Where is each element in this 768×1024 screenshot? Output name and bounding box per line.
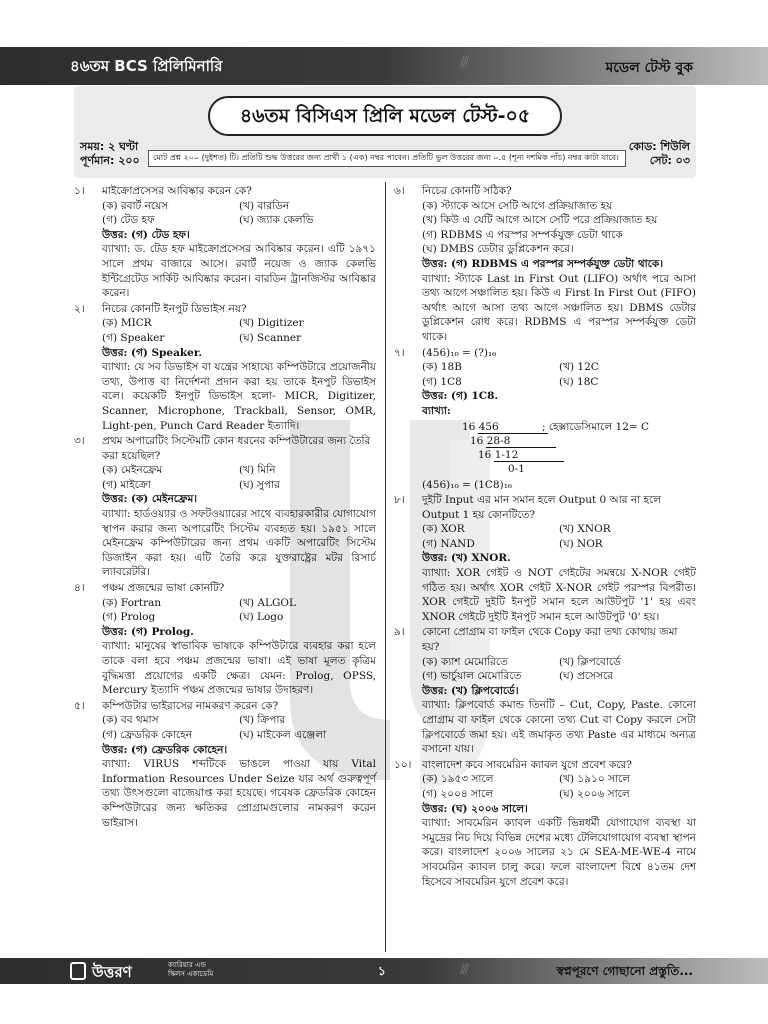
division-note: ; হেক্সাডেসিমালে 12= C: [542, 420, 650, 433]
conversion-result: (456)₁₀ = (1C8)₁₆: [422, 478, 513, 491]
question-1: [74, 184, 376, 301]
answer: উত্তর: (গ) 1C8.: [422, 390, 499, 403]
division-calculation: [422, 420, 696, 478]
option-c: (গ) Prolog: [102, 611, 156, 624]
option-a: (ক) মেইনফ্রেম: [102, 464, 163, 477]
question-number: ৭।: [394, 346, 405, 359]
option-d: (ঘ) 18C: [559, 375, 599, 388]
option-a: (ক) XOR: [422, 523, 465, 536]
question-text: পঞ্চম প্রজন্মের ভাষা কোনটি?: [102, 582, 225, 595]
question-number: ২।: [74, 302, 85, 315]
question-number: ৬।: [394, 185, 405, 197]
header-left-title: ৪৬তম BCS প্রিলিমিনারি: [70, 57, 223, 75]
question-text: (456)₁₀ = (?)₁₆: [422, 346, 497, 359]
question-number: ৪।: [74, 582, 85, 595]
answer: উত্তর: (খ) XNOR.: [422, 552, 511, 565]
explanation: ব্যাখ্যা: হার্ডওয়্যার ও সফটওয়্যারের সাথে ব্যবহারকারীর যোগাযোগ স্থাপন করার জন্য অপারেটিং সিস্টেম ব্যবহৃত হয়। ১৯৫১ সালে মেইনফ্রেম কম্পিউটারের জন্য প্রথম একটি অপারেটিং সিস্টেম ডিজাইন করা হয়। এটি তৈরি করে যুক্তরাষ্ট্রের মটর রিসার্চ ল্যাবরেটরি।: [102, 508, 376, 579]
explanation: ব্যাখ্যা: স্ট্যাকে Last in First Out (LIFO) অর্থাৎ পরে আসা তথ্য আগে সঞ্চালিত হয়। কিউ এ First In First Out (FIFO) অর্থাৎ আগে আসা তথ্য আগে সঞ্চালিত হয়। DBMS ডেটার ডুপ্লিকেশন রোধ করে। RDBMS এ পরস্পর সম্পর্কযুক্ত ডেটা থাকে।: [422, 272, 696, 343]
option-d: (ঘ) সুপার: [239, 478, 280, 491]
answer: উত্তর: (গ) Speaker.: [102, 346, 203, 359]
division-row-4: 0-1: [508, 462, 525, 475]
question-2: [74, 302, 376, 433]
division-row-2: 16 28-8: [470, 434, 511, 447]
option-b: (খ) ক্রিপার: [239, 714, 286, 727]
test-meta-right: [629, 140, 690, 168]
question-number: ৮।: [394, 494, 405, 507]
option-c: (গ) 1C8: [422, 375, 462, 388]
right-column: [394, 184, 696, 890]
explanation: ব্যাখ্যা: যে সব ডিভাইস বা যন্ত্রের সাহায্যে কম্পিউটারে প্রয়োজনীয় তথ্য, উপাত্ত বা নির্দেশনা প্রদান করা হয় তাকে ইনপুট ডিভাইস বলে। কয়েকটি ইনপুট ডিভাইস হলো- MICR, Digitizer, Scanner, Microphone, Trackball, Sensor, OMR, Light-pen, Punch Card Reader ইত্যাদি।: [102, 361, 376, 432]
option-d: (ঘ) DMBS ডেটার ডুপ্লিকেশন করে।: [422, 243, 574, 256]
logo-mark-icon: [70, 962, 86, 980]
option-a: (ক) স্ট্যাকে আসে সেটি আগে প্রক্রিয়াজাত হয়: [422, 199, 613, 212]
option-c: (গ) ভার্চুয়াল মেমোরিতে: [422, 670, 522, 683]
explanation-label: ব্যাখ্যা:: [422, 404, 451, 417]
option-c: (গ) NAND: [422, 537, 475, 550]
question-text: নিচের কোনটি ইনপুট ডিভাইস নয়?: [102, 302, 247, 315]
option-b: (খ) ক্লিপবোর্ডে: [559, 655, 621, 668]
question-10: [394, 758, 696, 889]
option-a: (ক) Fortran: [102, 596, 162, 609]
option-a: (ক) ১৯৫৩ সালে: [422, 773, 494, 786]
answer: উত্তর: (গ) ফ্রেডরিক কোহেন।: [102, 743, 228, 756]
option-c: (গ) Speaker: [102, 331, 165, 344]
question-number: ১০।: [394, 758, 412, 771]
answer: উত্তর: (গ) Prolog.: [102, 625, 194, 638]
division-row-3: 16 1-12: [478, 448, 519, 461]
footer-marks: ///: [460, 962, 468, 977]
option-d: (ঘ) Scanner: [239, 331, 302, 344]
option-c: (গ) ২০০৪ সালে: [422, 787, 494, 800]
instruction-text: মোট প্রশ্ন ২০০ (দুইশত) টি। প্রতিটি শুদ্ধ উত্তরের জন্য প্রার্থী ১ (এক) নম্বর পাবেন। প্রতিটি ভুল উত্তরের জন্য ০.৫ (শূন্য দশমিক পাঁচ) নম্বর কাটা যাবে।: [148, 150, 626, 167]
answer: উত্তর: (ঘ) ২০০৬ সালে।: [422, 802, 528, 815]
option-d: (ঘ) Logo: [239, 611, 284, 624]
option-b: (খ) 12C: [559, 361, 599, 374]
question-text: বাংলাদেশ কবে সাবমেরিন ক্যাবল যুগে প্রবেশ করে?: [422, 758, 632, 771]
question-text: প্রথম অপারেটিং সিস্টেমটি কোন ধরনের কম্পিউটারের জন্য তৈরি করা হয়েছিল?: [102, 435, 371, 462]
option-b: (খ) মিনি: [239, 464, 276, 477]
explanation: ব্যাখ্যা: XOR গেইট ও NOT গেইটের সমন্বয়ে X-NOR গেইট গঠিত হয়। অর্থাৎ XOR গেইট X-NOR গেইট পরস্পর বিপরীত। XOR গেইটে দুইটি ইনপুট সমান হলে আউটপুট '1' হয় এবং XNOR গেইটে দুইটি ইনপুট সমান হলে আউটপুট '0' হয়।: [422, 567, 696, 623]
set-label: সেট: ০৩: [649, 154, 690, 167]
option-d: (ঘ) মাইকেল এঞ্জেলা: [239, 728, 327, 741]
option-c: (গ) টেড হফ: [102, 214, 155, 227]
explanation: ব্যাখ্যা: মানুষের স্বাভাবিক ভাষাকে কম্পিউটারে ব্যবহার করা হলে তাকে বলা হবে পঞ্চম প্রজন্মের ভাষা। এই ভাষা মূলত কৃত্রিম বুদ্ধিমত্তা প্রয়োগের একটি ক্ষেত্র। যেমন: Prolog, OPSS, Mercury ইত্যাদি পঞ্চম প্রজন্মের ভাষার উদাহরণ।: [102, 640, 376, 697]
option-b: (খ) কিউ এ যেটি আগে আসে সেটি পরে প্রক্রিয়াজাত হয়: [422, 214, 658, 227]
option-b: (খ) ALGOL: [239, 596, 296, 609]
option-a: (ক) রবার্ট নয়েস: [102, 199, 169, 212]
answer: উত্তর: (গ) RDBMS এ পরস্পর সম্পর্কযুক্ত ডেটা থাকে।: [422, 257, 663, 270]
footer-logo: [70, 961, 132, 986]
left-column: [74, 184, 376, 831]
question-text: নিচের কোনটি সঠিক?: [422, 185, 512, 197]
header-right-title: মডেল টেস্ট বুক: [605, 60, 693, 76]
question-number: ১।: [74, 185, 85, 197]
option-a: (ক) বব থমাস: [102, 714, 159, 727]
code-label: কোড: শিউলি: [628, 140, 690, 153]
option-d: (ঘ) NOR: [559, 537, 603, 550]
subtitle-line-2: স্কিলস একাডেমি: [168, 970, 214, 978]
question-number: ৩।: [74, 435, 85, 448]
question-4: [74, 581, 376, 698]
answer: উত্তর: (খ) ক্লিপবোর্ডে।: [422, 684, 519, 697]
column-divider: [385, 182, 386, 952]
division-line: [486, 447, 556, 448]
question-6: [394, 184, 696, 345]
time-label: সময়: ২ ঘণ্টা: [80, 140, 139, 153]
option-c: (গ) ফ্রেডরিক কোহেন: [102, 728, 192, 741]
question-3: [74, 434, 376, 580]
page-header: [0, 47, 768, 85]
explanation: ব্যাখ্যা: ড. টেড হফ মাইক্রোপ্রসেসর আবিষ্কার করেন। এটি ১৯৭১ সালে প্রথম বাজারে আসে। রবার্ট নয়েজ ও জ্যাক কেলভি ইন্টিগ্রেটেড সার্কিট আবিষ্কার করেন। বারডিন ট্রানজিস্টর আবিষ্কার করেন।: [102, 243, 376, 300]
question-text: কোনো প্রোগ্রাম বা ফাইল থেকে Copy করা তথ্য কোথায় জমা হয়?: [422, 626, 678, 654]
explanation: ব্যাখ্যা: সাবমেরিন ক্যাবল একটি ভিন্নধর্মী যোগাযোগ ব্যবস্থা যা সমুদ্রের নিচ দিয়ে বিভিন্ন দেশের মধ্যে টেলিযোগাযোগ ব্যবস্থা স্থাপন করে। বাংলাদেশ ২০০৬ সালের ২১ মে SEA-ME-WE-4 নামে সাবমেরিন ক্যাবল চালু করে। ফলে বাংলাদেশ বিশ্বে ৪১তম দেশ হিসেবে সাবমেরিন যুগে প্রবেশ করে।: [422, 817, 696, 888]
question-8: [394, 493, 696, 624]
question-number: ৫।: [74, 699, 85, 712]
full-marks-label: পূর্ণমান: ২০০: [80, 154, 140, 167]
question-number: ৯।: [394, 626, 405, 639]
footer-tagline: স্বপ্নপূরণে গোছানো প্রস্তুতি...: [556, 964, 693, 978]
option-d: (ঘ) জ্যাক কেলভি: [239, 214, 314, 227]
option-b: (খ) ১৯১০ সালে: [559, 773, 631, 786]
question-7: [394, 346, 696, 493]
option-c: (গ) মাইক্রো: [102, 478, 151, 491]
question-text: দুইটি Input এর মান সমান হলে Output 0 আর না হলে Output 1 হয় কোনটিতে?: [422, 494, 662, 521]
explanation: ব্যাখ্যা: ক্লিপবোর্ড কমান্ড তিনটি – Cut, Copy, Paste. কোনো প্রোগ্রাম বা ফাইল থেকে কোনো তথ্য Cut বা Copy করলে সেটা ক্লিপবোর্ডে জমা হয়। এই জমাকৃত তথ্য Paste এর মাধ্যমে অন্যত্র বসানো যায়।: [422, 699, 696, 756]
option-c: (গ) RDBMS এ পরস্পর সম্পর্কযুক্ত ডেটা থাকে: [422, 228, 623, 241]
answer: উত্তর: (ক) মেইনফ্রেম।: [102, 493, 198, 506]
question-9: [394, 625, 696, 756]
division-row-1: 16 456: [462, 420, 499, 433]
option-b: (খ) XNOR: [559, 523, 611, 536]
footer-logo-text: উত্তরণ: [92, 963, 132, 981]
footer-logo-subtitle: [168, 961, 213, 979]
option-b: (খ) Digitizer: [239, 317, 304, 330]
option-d: (ঘ) ২০০৬ সালে: [559, 787, 630, 800]
option-a: (ক) ক্যাশ মেমোরিতে: [422, 655, 508, 668]
option-a: (ক) MICR: [102, 317, 152, 330]
explanation: ব্যাখ্যা: VIRUS শব্দটিকে ভাঙলে পাওয়া যায় Vital Information Resources Under Seize যার অর্থ গুরুত্বপূর্ণ তথ্য উৎসগুলো বাজেয়াপ্ত করা হয়েছে। গবেষক ফ্রেডরিক কোহেন কম্পিউটারের জন্য ক্ষতিকর প্রোগ্রামগুলোর নামকরণ করেন ভাইরাস।: [102, 758, 376, 829]
subtitle-line-1: ক্যারিয়ার এন্ড: [168, 961, 206, 969]
test-meta-left: [80, 140, 140, 168]
division-line: [478, 433, 548, 434]
page-number: ১: [378, 964, 386, 978]
header-marks: ///: [460, 55, 468, 70]
option-a: (ক) 18B: [422, 361, 462, 374]
question-text: মাইক্রোপ্রসেসর আবিষ্কার করেন কে?: [102, 185, 252, 197]
test-title: ৪৬তম বিসিএস প্রিলি মডেল টেস্ট-০৫: [208, 96, 562, 136]
question-text: কম্পিউটার ভাইরাসের নামকরণ করেন কে?: [102, 699, 279, 712]
question-5: [74, 699, 376, 830]
page-footer: [0, 958, 768, 984]
answer: উত্তর: (গ) টেড হফ।: [102, 228, 190, 241]
option-d: (ঘ) প্রসেসরে: [559, 670, 613, 683]
option-b: (খ) বারডিন: [239, 199, 290, 212]
division-line: [494, 461, 564, 462]
